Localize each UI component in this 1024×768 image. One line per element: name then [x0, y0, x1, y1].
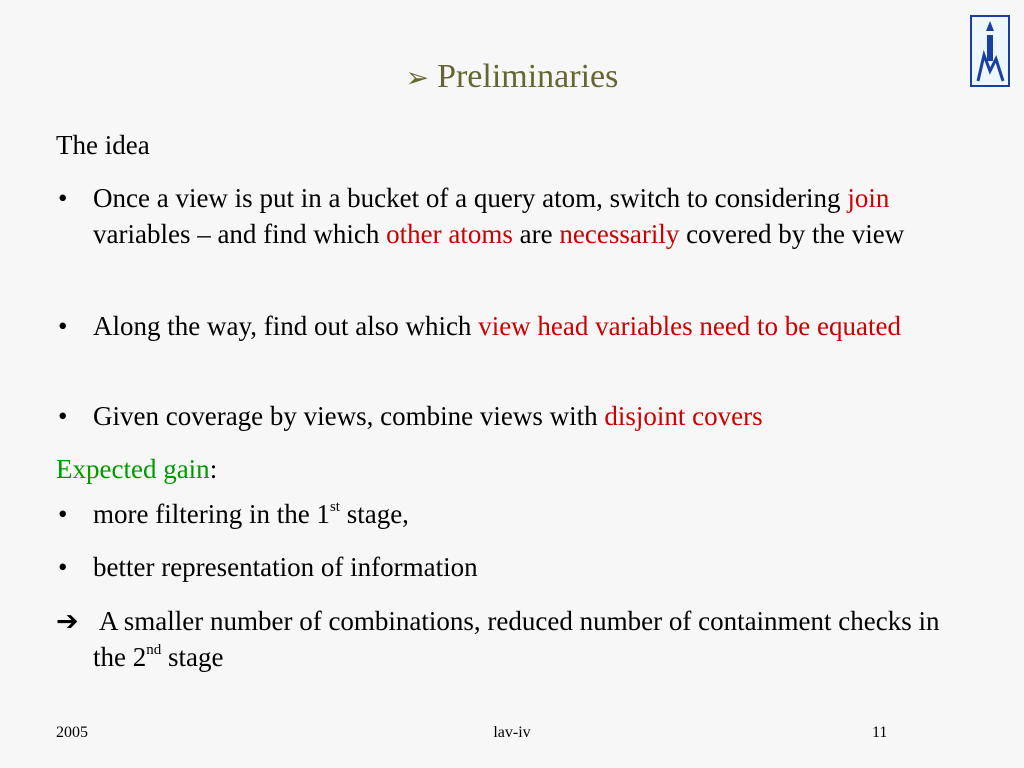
footer-page-number: 11: [872, 724, 888, 741]
expected-gain-heading: [56, 451, 217, 487]
highlight-other-atoms: other atoms: [386, 219, 513, 249]
bullet3-text-1: Given coverage by views, combine views with: [93, 401, 605, 431]
superscript-st: st: [329, 499, 340, 515]
bullet-bucket-join-variables: [93, 180, 973, 252]
bullet1-text-2: variables – and find which: [93, 219, 387, 249]
highlight-view-head-variables: view head variables need to be equated: [478, 311, 901, 341]
bullet1-text-3: are: [512, 219, 560, 249]
bullet-better-representation: better representation of information: [93, 552, 478, 582]
footer-year: 2005: [56, 724, 88, 741]
bullet-marker: •: [58, 401, 68, 431]
conclusion-text-2: stage: [161, 642, 224, 672]
title-text: Preliminaries: [437, 58, 619, 95]
bullet-marker: •: [58, 552, 68, 582]
institution-logo-icon: [970, 15, 1010, 87]
bullet4-text-1: more filtering in the 1: [93, 499, 330, 529]
highlight-join: join: [847, 183, 890, 213]
slide-title: [0, 58, 1024, 96]
conclusion-text-1: A smaller number of combinations, reduced number of containment checks in the 2: [93, 606, 940, 672]
expected-gain-label: Expected gain: [56, 454, 210, 484]
footer-title: lav-iv: [493, 724, 531, 741]
bullet-view-head-variables: [93, 308, 943, 344]
superscript-nd: nd: [146, 642, 162, 658]
bullet-marker: •: [58, 183, 68, 213]
expected-gain-colon: :: [209, 454, 218, 484]
idea-heading: The idea: [56, 130, 150, 160]
bullet1-text-4: covered by the view: [679, 219, 905, 249]
bullet1-text-1: Once a view is put in a bucket of a query atom, switch to considering: [93, 183, 848, 213]
bullet4-text-2: stage,: [339, 499, 409, 529]
bullet-marker: •: [58, 499, 68, 529]
conclusion-smaller-combinations: [93, 603, 943, 675]
bullet-marker: •: [58, 311, 68, 341]
bullet-disjoint-covers: [93, 398, 973, 434]
right-arrow-icon: ➔: [56, 606, 79, 636]
bullet2-text-1: Along the way, find out also which: [93, 311, 479, 341]
highlight-necessarily: necessarily: [559, 219, 680, 249]
arrowhead-bullet-icon: ➢: [405, 63, 430, 94]
highlight-disjoint-covers: disjoint covers: [604, 401, 763, 431]
bullet-more-filtering: [93, 496, 973, 532]
